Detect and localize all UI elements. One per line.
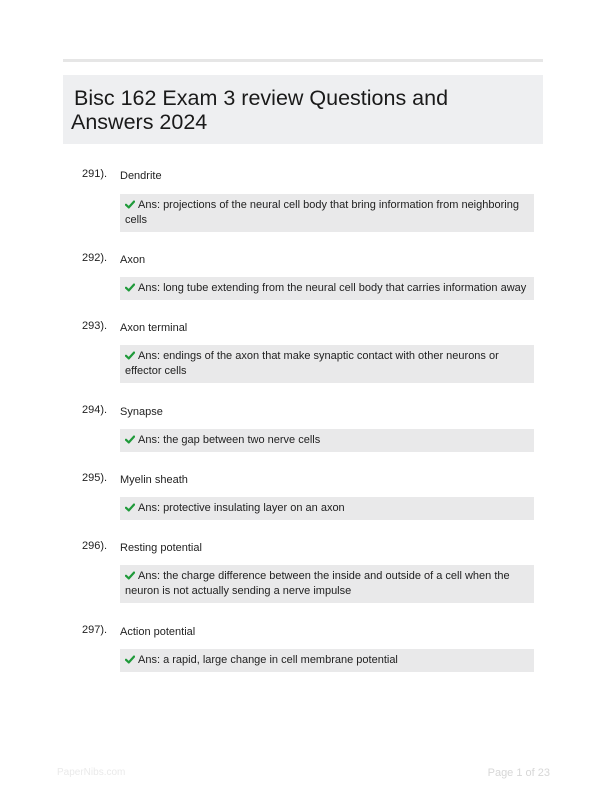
footer-watermark: PaperNibs.com [57,767,126,778]
title-banner [63,75,543,144]
question-term: Myelin sheath [120,474,188,486]
check-icon [125,655,135,664]
answer-text: Ans: endings of the axon that make synaptic contact with other neurons or effector cells [125,350,499,377]
answer-box [120,429,534,452]
question-number: 295). [82,472,108,484]
answer-text: Ans: projections of the neural cell body that bring information from neighboring cells [125,199,519,226]
page-number: Page 1 of 23 [487,767,550,779]
question-number: 296). [82,540,108,552]
question-term: Synapse [120,406,163,418]
question-number: 293). [82,320,108,332]
answer-box [120,565,534,603]
page-title: Bisc 162 Exam 3 review Questions and Answers 2024 [71,86,449,134]
question-term: Axon [120,254,146,266]
answer-text: Ans: the gap between two nerve cells [138,434,321,446]
check-icon [125,200,135,209]
question-term: Resting potential [120,542,202,554]
check-icon [125,283,135,292]
answer-box [120,194,534,232]
answer-box [120,277,534,300]
question-number: 291). [82,168,108,180]
question-term: Dendrite [120,170,162,182]
question-term: Action potential [120,626,196,638]
check-icon [125,571,135,580]
question-number: 294). [82,404,108,416]
check-icon [125,435,135,444]
top-divider [63,59,543,62]
answer-box [120,497,534,520]
check-icon [125,503,135,512]
answer-text: Ans: the charge difference between the inside and outside of a cell when the neuron is not actually sending a nerve impulse [125,570,510,597]
answer-box [120,649,534,672]
answer-box [120,345,534,383]
answer-text: Ans: long tube extending from the neural cell body that carries information away [138,282,527,294]
answer-text: Ans: protective insulating layer on an axon [138,502,345,514]
question-term: Axon terminal [120,322,188,334]
answer-text: Ans: a rapid, large change in cell membrane potential [138,654,398,666]
check-icon [125,351,135,360]
question-number: 297). [82,624,108,636]
question-number: 292). [82,252,108,264]
